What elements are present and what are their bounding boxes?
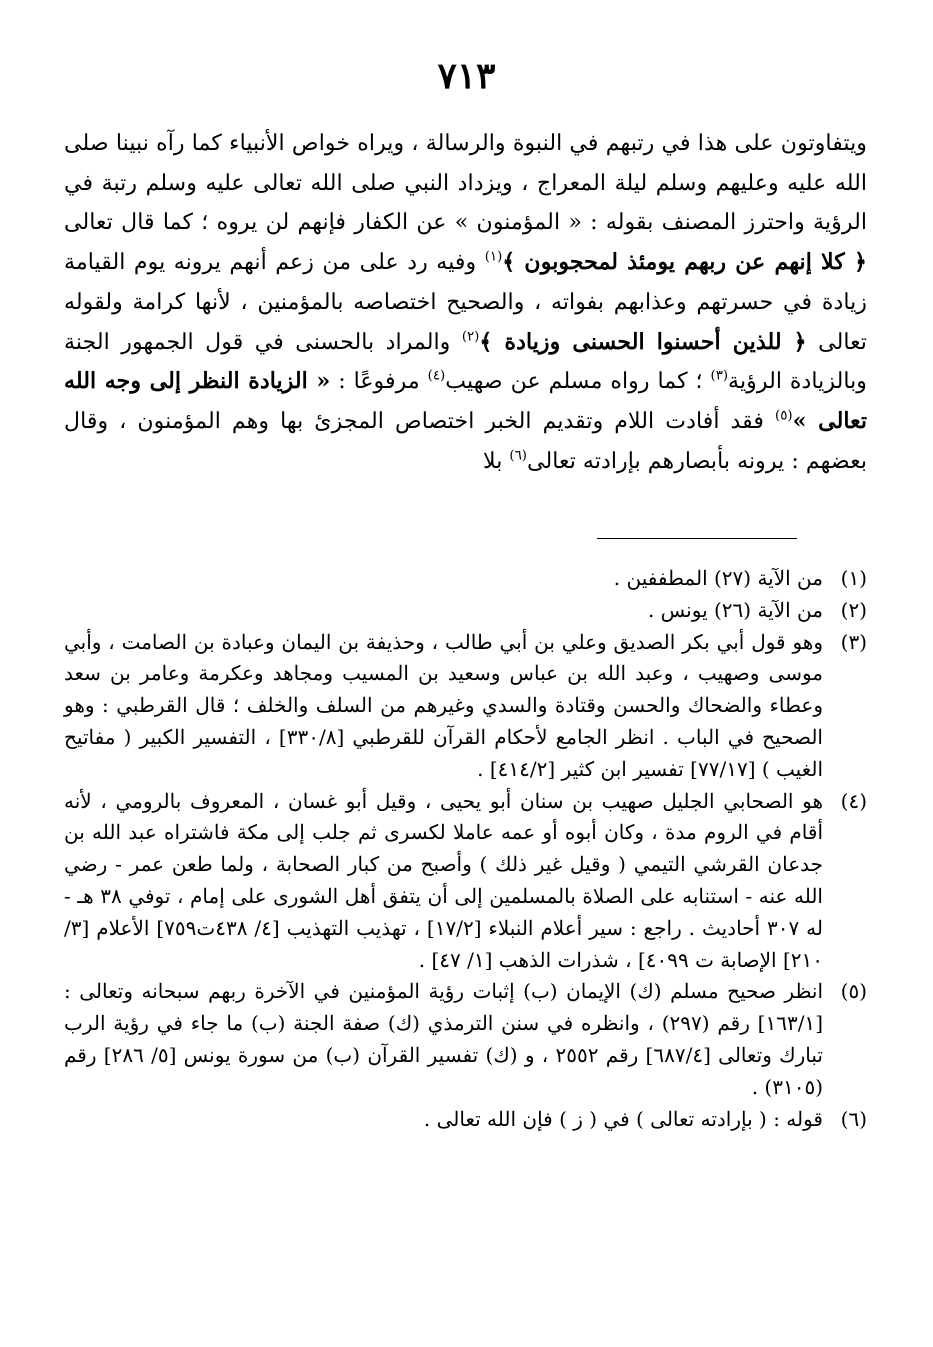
- hadith-quote: « الزيادة النظر إلى وجه الله تعالى »: [64, 368, 868, 434]
- footnote-marker: (٢): [461, 329, 480, 345]
- text-segment: مرفوعًا :: [330, 368, 428, 395]
- text-segment: ؛ كما رواه مسلم عن صهيب: [445, 368, 711, 395]
- text-segment: والمراد بالحسنى في قول الجمهور الجنة وبالزيادة الرؤية: [64, 328, 867, 395]
- footnote-marker: (٦): [509, 448, 527, 464]
- footnote-number: (٦): [840, 1106, 867, 1131]
- footnote-text: هو الصحابي الجليل صهيب بن سنان أبو يحيى ، وقيل أبو غسان ، المعروف بالرومي ، لأنه أقام في الروم مدة ، وكان أبوه أو عمه عاملا لكسرى ثم جلب إلى مكة فاشتراه عبد الله بن جدعان القرشي التيمي ( وقيل غير ذلك ) وأصبح من كبار الصحابة ، ولما طعن عمر - رضي الله عنه - استنابه على الصلاة بالمسلمين إلى أن يتفق أهل الشورى على إمام ، توفي ٣٨ هـ - له ٣٠٧ أحاديث . راجع : سير أعلام النبلاء [١٧/٢] ، تهذيب التهذيب [٤/ ٤٣٨ت٧٥٩] الأعلام [٣/ ٢١٠] الإصابة ت ٤٠٩٩] ، شذرات الذهب [١/ ٤٧] .: [64, 788, 823, 972]
- footnote-number: (١): [840, 566, 867, 590]
- quran-quote: ﴿ كلا إنهم عن ربهم يومئذ لمحجوبون ﴾: [502, 249, 867, 276]
- footnote-3: [64, 627, 867, 786]
- footnote-number: (٤): [840, 788, 867, 813]
- footnote-text: من الآية (٢٧) المطففين .: [613, 566, 823, 590]
- text-segment: وفيه رد على من زعم أنهم يرونه يوم القيامة زيادة في حسرتهم وعذابهم بفواته ، والصحيح اختصاصه بالمؤمنين ، لأنها كرامة ولقوله تعالى: [64, 249, 867, 355]
- footnote-text: من الآية (٢٦) يونس .: [647, 597, 823, 622]
- footnotes: [64, 563, 867, 1135]
- text-segment: ويتفاوتون على هذا في رتبهم في النبوة والرسالة ، ويراه خواص الأنبياء كما رآه نبينا صلى الله عليه وعليهم وسلم ليلة المعراج ، ويزداد النبي صلى الله تعالى عليه وسلم رتبة في الرؤية واحترز المصنف بقوله : « المؤمنون » عن الكفار فإنهم لن يروه ؛ كما قال تعالى: [64, 130, 867, 236]
- footnote-marker: (٣): [710, 368, 729, 384]
- footnote-separator: [597, 538, 797, 539]
- quran-quote: ﴿ للذين أحسنوا الحسنى وزيادة ﴾: [479, 328, 807, 355]
- main-paragraph: [64, 124, 867, 481]
- footnote-4: [64, 786, 867, 977]
- footnote-text: وهو قول أبي بكر الصديق وعلي بن أبي طالب ، وحذيفة بن اليمان وعبادة بن الصامت ، وأبي موسى وصهيب ، وعبد الله بن عباس وسعيد بن المسيب ومجاهد وعكرمة وعامر بن سعد وعطاء والضحاك والحسن وقتادة والسدي وغيرهم من السلف والخلف ؛ قال القرطبي : وهو الصحيح في الباب . انظر الجامع لأحكام القرآن للقرطبي [٣٣٠/٨] ، التفسير الكبير ( مفاتيح الغيب ) [٧٧/١٧] تفسير ابن كثير [٤١٤/٢] .: [64, 629, 824, 781]
- footnote-number: (٣): [840, 629, 867, 654]
- footnote-marker: (١): [484, 249, 503, 265]
- footnote-number: (٥): [840, 979, 867, 1004]
- footnote-5: [64, 976, 867, 1103]
- text-segment: فقد أفادت اللام وتقديم الخبر اختصاص المجزئ بها وهم المؤمنون ، وقال بعضهم : يرونه بأبصارهم بإرادته تعالى: [64, 407, 867, 474]
- footnote-marker: (٤): [427, 368, 446, 384]
- footnote-marker: (٥): [775, 408, 793, 424]
- footnote-number: (٢): [840, 597, 867, 622]
- footnote-1: [64, 563, 867, 595]
- footnote-text: انظر صحيح مسلم (ك) الإيمان (ب) إثبات رؤية المؤمنين في الآخرة ربهم سبحانه وتعالى : [١٦٣/١] رقم (٢٩٧) ، وانظره في سنن الترمذي (ك) صفة الجنة (ب) ما جاء في رؤية الرب تبارك وتعالى [٦٨٧/٤] رقم ٢٥٥٢ ، و (ك) تفسير القرآن (ب) من سورة يونس [٥/ ٢٨٦] رقم (٣١٠٥) .: [64, 979, 823, 1099]
- footnote-6: [64, 1104, 867, 1136]
- footnote-text: قوله : ( بإرادته تعالى ) في ( ز ) فإن الله تعالى .: [423, 1106, 823, 1131]
- footnote-2: [64, 595, 867, 627]
- page-number: ٧١٣: [437, 55, 496, 97]
- text-segment: بلا: [482, 447, 510, 474]
- main-text: [64, 124, 867, 481]
